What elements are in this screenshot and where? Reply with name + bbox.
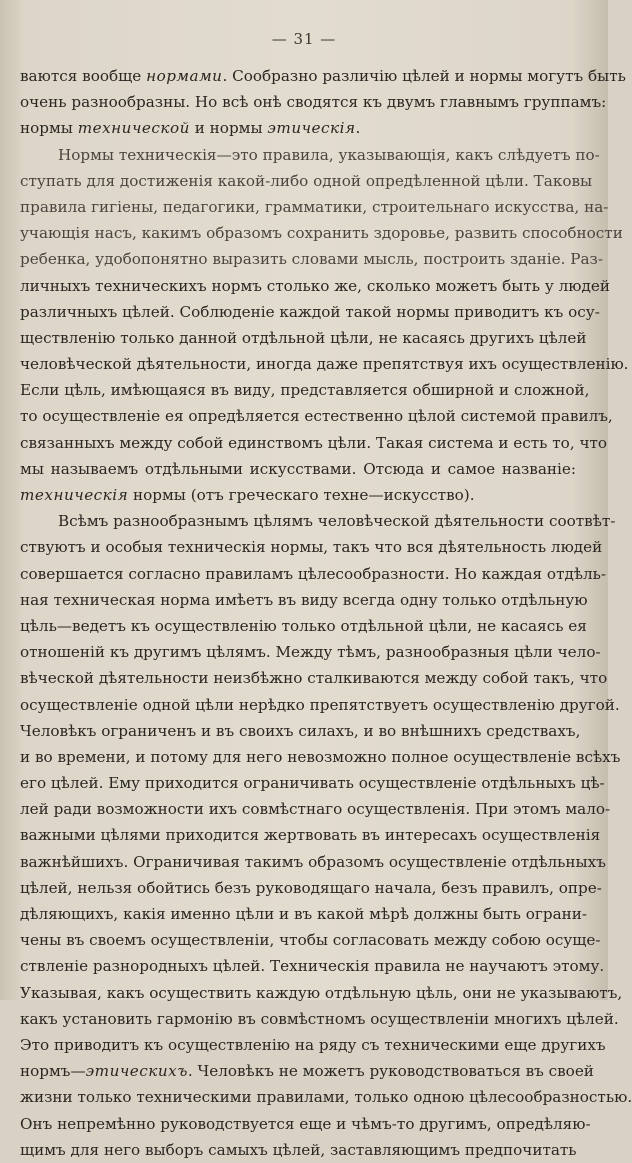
text-line: жизни только техническими правилами, только одною цѣлесообразностью. [20,1088,632,1107]
text-line: Если цѣль, имѣющаяся въ виду, представляется обширной и сложной, [20,381,590,400]
text-line: правила гигіены, педагогики, грамматики, строительнаго искусства, на- [20,197,609,216]
page-number: — 31 — [271,30,337,48]
text-line: то осуществленіе ея опредѣляется естественно цѣлой системой правилъ, [20,407,613,426]
text-line: важными цѣлями приходится жертвовать въ интересахъ осуществленія [20,826,601,845]
text-line: совершается согласно правиламъ цѣлесообразности. Но каждая отдѣль- [20,564,607,583]
line-fragment: . Человѣкъ не можетъ руководствоваться въ своей [187,1062,594,1081]
text-line: важнѣйшихъ. Ограничивая такимъ образомъ осуществленіе отдѣльныхъ [20,852,606,871]
text-line: вѣческой дѣятельности неизбѣжно сталкиваются между собой такъ, что [20,669,608,688]
text-line: связанныхъ между собой единствомъ цѣли. Такая система и есть то, что [20,433,608,452]
text-line [20,1058,594,1084]
text-line: учающія насъ, какимъ образомъ сохранить здоровье, развить способности [20,224,623,243]
text-line: ществленію только данной отдѣльной цѣли, не касаясь другихъ цѣлей [20,328,587,347]
emphasized-word: техническія [20,486,129,504]
text-line: личныхъ техническихъ нормъ столько же, сколько можетъ быть у людей [20,276,610,295]
text-line: Человѣкъ ограниченъ и въ своихъ силахъ, и во внѣшнихъ средствахъ, [20,721,581,740]
line-fragment: . [355,119,361,138]
text-line: ваются вообще нормами. Сообразно различію цѣлей и нормы могутъ быть [20,67,626,85]
emphasized-word: этическія [267,119,356,138]
text-line: различныхъ цѣлей. Соблюденіе каждой такой нормы приводитъ къ осу- [20,302,600,321]
text-line: ствуютъ и особыя техническія нормы, такъ что вся дѣятельность людей [20,538,603,557]
text-line: Это приводитъ къ осуществленію на ряду съ техническими еще другихъ [20,1035,606,1054]
text-line [20,115,576,141]
text-line: ребенка, удобопонятно выразить словами мысль, построить зданіе. Раз- [20,250,603,269]
text-line: его цѣлей. Ему приходится ограничивать осуществленіе отдѣльныхъ цѣ- [20,774,605,793]
text-line [20,482,576,508]
text-line: человѣческой дѣятельности, иногда даже препятствуя ихъ осуществленію. [20,355,629,374]
text-line: осуществленіе одной цѣли нерѣдко препятствуетъ осуществленію другой. [20,695,620,714]
emphasized-word: нормами [146,67,223,85]
text-line: ствленіе разнородныхъ цѣлей. Техническія правила не научаютъ этому. [20,957,605,976]
line-fragment: нормы (отъ греческаго техне—искусство). [128,486,475,504]
text-line: лей ради возможности ихъ совмѣстнаго осуществленія. При этомъ мало- [20,800,611,819]
text-line: щимъ для него выборъ самыхъ цѣлей, заставляющимъ предпочитать [20,1140,577,1159]
text-line: цѣль—ведетъ къ осуществленію только отдѣльной цѣли, не касаясь ея [20,616,587,635]
text-line: какъ установить гармонію въ совмѣстномъ осуществленіи многихъ цѣлей. [20,1009,619,1028]
text-line: дѣляющихъ, какія именно цѣли и въ какой мѣрѣ должны быть ограни- [20,905,587,923]
line-fragment: . Сообразно различію цѣлей и нормы могутъ быть [222,67,626,85]
body-text [20,63,632,1163]
emphasized-word: этическихъ [85,1062,188,1081]
line-fragment: и нормы [189,119,268,138]
text-line: цѣлей, нельзя обойтись безъ руководящаго начала, безъ правилъ, опре- [20,878,602,897]
text-line: отношеній къ другимъ цѣлямъ. Между тѣмъ, разнообразныя цѣли чело- [20,643,601,662]
text-line: чены въ своемъ осуществленіи, чтобы согласовать между собою осуще- [20,931,601,950]
text-line: и во времени, и потому для него невозможно полное осуществленіе всѣхъ [20,747,621,766]
text-line: Онъ непремѣнно руководствуется еще и чѣмъ-то другимъ, опредѣляю- [20,1114,591,1133]
text-line: Указывая, какъ осуществить каждую отдѣльную цѣль, они не указываютъ, [20,983,623,1002]
text-line: мы называемъ отдѣльными искусствами. Отсюда и самое названіе: [20,459,576,478]
text-line: очень разнообразны. Но всѣ онѣ сводятся къ двумъ главнымъ группамъ: [20,93,607,112]
text-line: Всѣмъ разнообразнымъ цѣлямъ человѣческой дѣятельности соотвѣт- [58,512,616,531]
text-line: ная техническая норма имѣетъ въ виду всегда одну только отдѣльную [20,590,588,609]
text-line: ступать для достиженія какой-либо одной опредѣленной цѣли. Таковы [20,171,593,190]
text-line: Нормы техническія—это правила, указывающія, какъ слѣдуетъ по- [58,145,600,164]
line-fragment: нормъ— [20,1062,86,1081]
line-fragment: нормы [20,119,78,138]
emphasized-word: технической [77,119,190,138]
